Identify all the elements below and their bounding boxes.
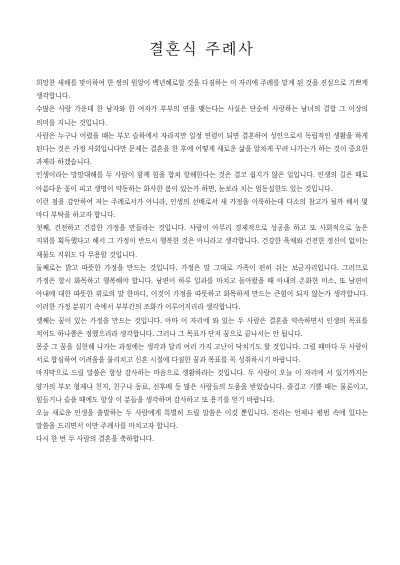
paragraph: 희망찬 새해를 맞이하여 한 쌍의 원앙이 백년해로할 것을 다짐하는 이 자리에 주례를 맡게 된 것을 진심으로 기쁘게 생각합니다. xyxy=(36,79,368,101)
paragraph: 둘째로는 밝고 따뜻한 가정을 만드는 것입니다. 가정은 말 그대로 가족이 편히 쉬는 보금자리입니다. 그러므로 가정은 항시 화목하고 행복해야 합니다. 남편이 하루 일과를 마치고 돌아왔을 때 아내의 온화한 미소, 또 남편이 아내에 대한 따뜻한 위로의 말 한마디, 이것이 가정을 따뜻하고 화목하게 만드는 큰힘이 되지 않는가 생각합니다. 이러한 가정 분위기 속에서 부부간의 조화가 이루어지리라 생각합니다. xyxy=(36,263,368,312)
paragraph: 몽중 그 꿈을 실현해 나가는 과정에는 생각과 달리 여러 가지 고난이 닥치기도 할 것입니다. 그럴 때마다 두 사람이 서로 합심하여 어려움을 물리치고 신혼 시절에 다짐한 꿈과 목표를 꼭 성취하시기 바랍니다. xyxy=(36,343,368,365)
paragraph: 이런 점을 감안하여 저는 주례로서가 아니라, 인생의 선배로서 새 가정을 이룩하는데 다소의 참고가 될까 해서 몇 마디 부탁을 하고자 합니다. xyxy=(36,197,368,220)
paragraph: 오늘 새로운 인생을 출발하는 두 사람에게 특별히 드릴 말씀은 이것 뿐입니다. 진리는 언제나 평범 속에 있다는 말씀을 드리면서 이만 주례사를 마치고자 합니다. xyxy=(36,409,368,431)
document-title: 결혼식 주례사 xyxy=(149,40,255,58)
paragraph: 수많은 사람 가운데 한 남자와 한 여자가 부부의 연을 맺는다는 사실은 단순히 사랑하는 남녀의 결합 그 이상의 의미를 지니는 것입니다. xyxy=(36,105,368,127)
paragraph: 셋째는 꿈이 있는 가정을 만드는 것입니다. 아마 이 자리에 와 있는 두 사람은 결혼을 약속하면서 인생의 목표를 적어도 하나쯤은 정했으리라 생각합니다. 그러나 그 목표가 단지 꿈으로 끝나서는 안 됩니다. xyxy=(36,316,368,338)
paragraph: 인생이라는 망망대해를 두 사람이 함께 힘을 합쳐 항해한다는 것은 결코 쉽지가 않은 일입니다. 인생의 길은 때로 아름다운 꽃이 피고 생명이 약동하는 화사한 봄이 있는가 하면, 눈보라 치는 엄동설한도 있는 것입니다. xyxy=(36,171,368,193)
paragraph: 다시 한 번 두 사람의 결혼을 축하합니다. xyxy=(36,435,155,444)
paragraph: 첫째, 건전하고 건강한 가정을 만들라는 것입니다. 사람이 아무리 경제적으로 성공을 하고 또 사회적으로 높은 지위를 획득했다고 해서 그 가정이 반드시 행복한 것은 아니라고 생각합니다. 건강한 육체와 건전한 정신이 없이는 재물도 지위도 다 무용할 것입니다. xyxy=(36,224,368,259)
paragraph: 마지막으로 드릴 말씀은 항상 감사하는 마음으로 생활하라는 것입니다. 두 사람이 오늘 이 자리에 서 있기까지는 양가의 부모 형제나 친지, 친구나 동료, 선후배 등 많은 사람들의 도움을 받았습니다. 즐겁고 기쁠 때는 물론이고, 힘들거나 슬플 때에도 항상 이 분들을 생각하며 감사하고 또 용기를 얻기 바랍니다. xyxy=(36,369,368,404)
paragraph: 사람은 누구나 어렸을 때는 부모 슬하에서 자라지만 일정 연령이 되면 결혼하여 성인으로서 독립적인 생활을 하게 된다는 것은 가정 사회입니다만 문제는 결혼을 한 후에 어떻게 새로운 삶을 알차게 꾸려 나가는가 하는 것이 중요한 과제라 하겠습니다. xyxy=(36,131,368,167)
document-body xyxy=(36,77,368,447)
